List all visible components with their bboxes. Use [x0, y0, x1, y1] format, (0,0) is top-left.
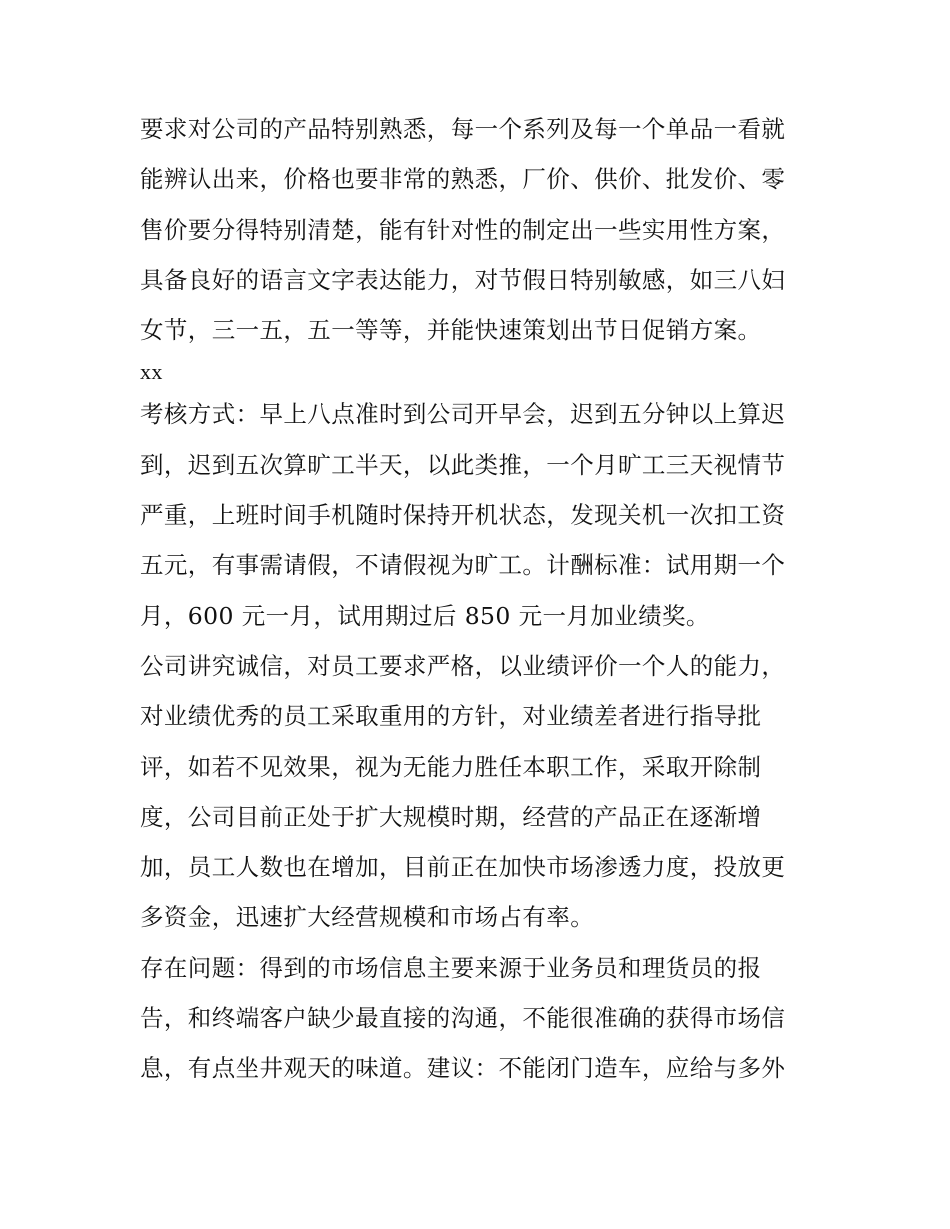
text-line: 严重，上班时间手机随时保持开机状态，发现关机一次扣工资: [140, 501, 786, 530]
text-line: 五元，有事需请假，不请假视为旷工。计酬标准：试用期一个: [140, 551, 786, 580]
paragraph-problems: [140, 943, 816, 1094]
paragraph-assessment: [140, 389, 816, 640]
text-line: 多资金，迅速扩大经营规模和市场占有率。: [140, 903, 595, 932]
text-line: 售价要分得特别清楚，能有针对性的制定出一些实用性方案，: [140, 215, 786, 244]
text-line: 考核方式：早上八点准时到公司开早会，迟到五分钟以上算迟: [140, 400, 786, 429]
text-line: 对业绩优秀的员工采取重用的方针，对业绩差者进行指导批: [140, 702, 762, 731]
text-line: 存在问题：得到的市场信息主要来源于业务员和理货员的报: [140, 953, 762, 982]
text-line: 具备良好的语言文字表达能力，对节假日特别敏感，如三八妇: [140, 265, 786, 294]
text-line: 告，和终端客户缺少最直接的沟通，不能很准确的获得市场信: [140, 1004, 786, 1033]
text-line: 到，迟到五次算旷工半天，以此类推，一个月旷工三天视情节: [140, 450, 786, 479]
document-body: [140, 104, 816, 1094]
text-line: 女节，三一五，五一等等，并能快速策划出节日促销方案。: [140, 316, 762, 345]
text-line: 要求对公司的产品特别熟悉，每一个系列及每一个单品一看就: [140, 115, 786, 143]
paragraph-company-policy: [140, 641, 816, 943]
text-line: xx: [140, 359, 163, 385]
text-line: 能辨认出来，价格也要非常的熟悉，厂价、供价、批发价、零: [140, 165, 786, 194]
text-line: 度，公司目前正处于扩大规模时期，经营的产品正在逐渐增: [140, 802, 762, 831]
text-line: 息，有点坐井观天的味道。建议：不能闭门造车，应给与多外: [140, 1054, 786, 1083]
text-line: 评，如若不见效果，视为无能力胜任本职工作，采取开除制: [140, 752, 762, 781]
text-line: 公司讲究诚信，对员工要求严格，以业绩评价一个人的能力，: [140, 651, 786, 680]
text-line: 月，600 元一月，试用期过后 850 元一月加业绩奖。: [140, 601, 710, 630]
paragraph-product-knowledge: [140, 104, 816, 355]
text-line: 加，员工人数也在增加，目前正在加快市场渗透力度，投放更: [140, 853, 786, 882]
paragraph-placeholder: [140, 355, 816, 389]
